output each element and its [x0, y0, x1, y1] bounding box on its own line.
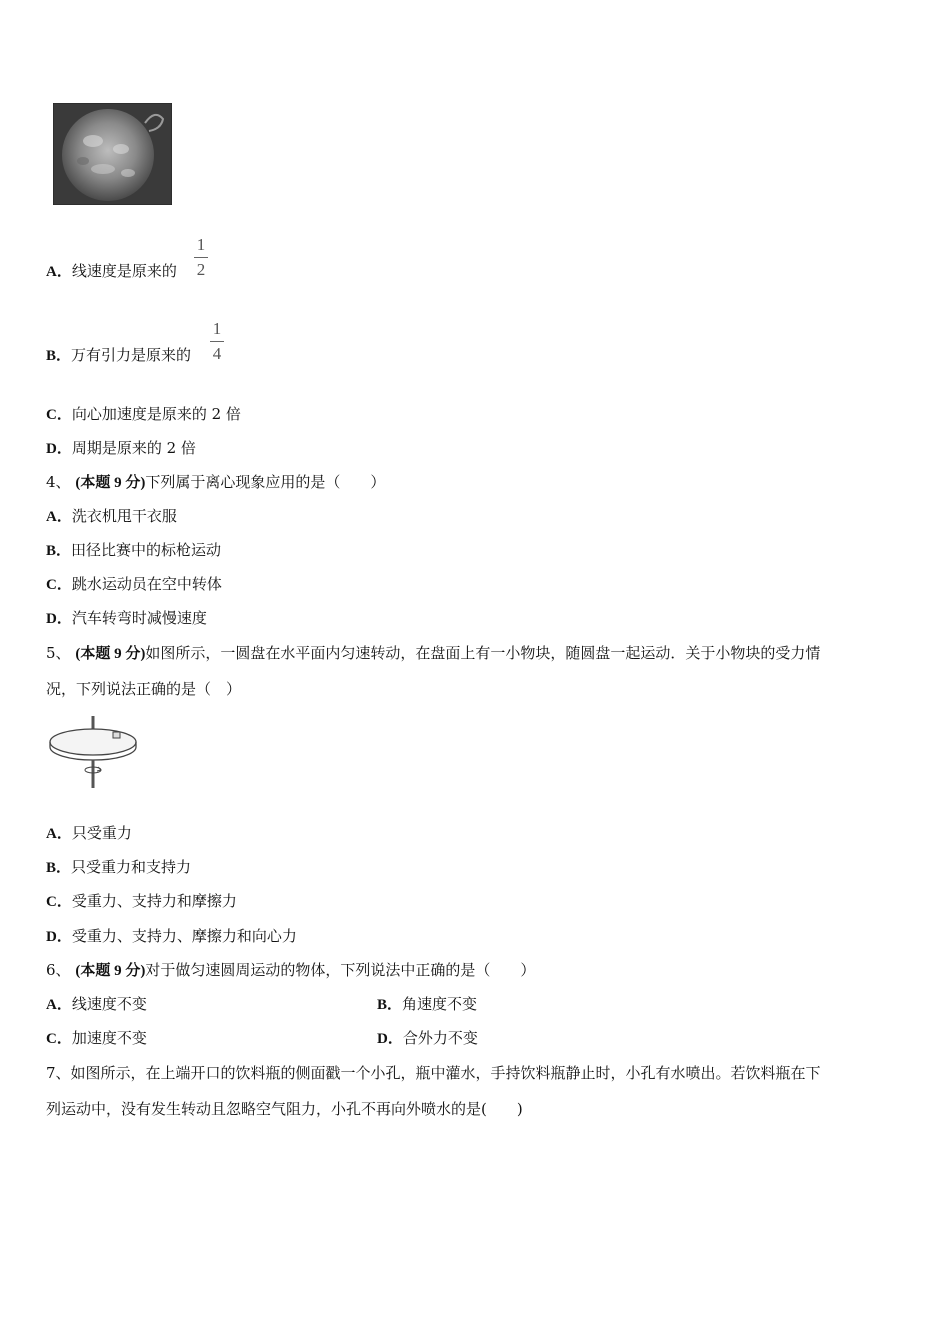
q5-stem-line-1: 5、 (本题 9 分)如图所示，一圆盘在水平面内匀速转动，在盘面上有一小物块，随圆盘一起运动．关于小物块的受力情 — [46, 644, 821, 662]
q3-option-b: B．万有引力是原来的 — [46, 346, 192, 364]
q4-option-d: D．汽车转弯时减慢速度 — [46, 609, 207, 627]
q6-option-a: A．线速度不变 — [46, 995, 147, 1013]
q5-option-a: A．只受重力 — [46, 824, 132, 842]
q4-option-c: C．跳水运动员在空中转体 — [46, 575, 222, 593]
q6-option-c: C．加速度不变 — [46, 1029, 147, 1047]
q5-option-d: D．受重力、支持力、摩擦力和向心力 — [46, 927, 297, 945]
q6-option-b: B．角速度不变 — [377, 995, 478, 1013]
q5-stem-line-2: 况，下列说法正确的是（ ） — [46, 680, 242, 698]
q5-option-b: B．只受重力和支持力 — [46, 858, 192, 876]
q7-stem-line-1: 7、如图所示，在上端开口的饮料瓶的侧面戳一个小孔，瓶中灌水，手持饮料瓶静止时，小孔有水喷出。若饮料瓶在下 — [46, 1064, 821, 1082]
q4-option-b: B．田径比赛中的标枪运动 — [46, 541, 222, 559]
q3-option-d: D．周期是原来的 2 倍 — [46, 439, 196, 457]
sun-photo — [53, 103, 172, 205]
q3-option-c: C．向心加速度是原来的 2 倍 — [46, 405, 241, 423]
q3-option-b-fraction: 1 4 — [210, 320, 224, 363]
q4-stem: 4、 (本题 9 分)下列属于离心现象应用的是（ ） — [46, 473, 386, 491]
q7-stem-line-2: 列运动中，没有发生转动且忽略空气阻力，小孔不再向外喷水的是( ) — [46, 1100, 523, 1118]
q6-option-d: D．合外力不变 — [377, 1029, 478, 1047]
q3-option-a-fraction: 1 2 — [194, 236, 208, 279]
q5-option-c: C．受重力、支持力和摩擦力 — [46, 892, 237, 910]
q6-stem: 6、 (本题 9 分)对于做匀速圆周运动的物体，下列说法中正确的是（ ） — [46, 961, 536, 979]
q4-option-a: A．洗衣机甩干衣服 — [46, 507, 177, 525]
rotating-disk-figure — [46, 712, 142, 792]
q3-option-a: A．线速度是原来的 — [46, 262, 177, 280]
